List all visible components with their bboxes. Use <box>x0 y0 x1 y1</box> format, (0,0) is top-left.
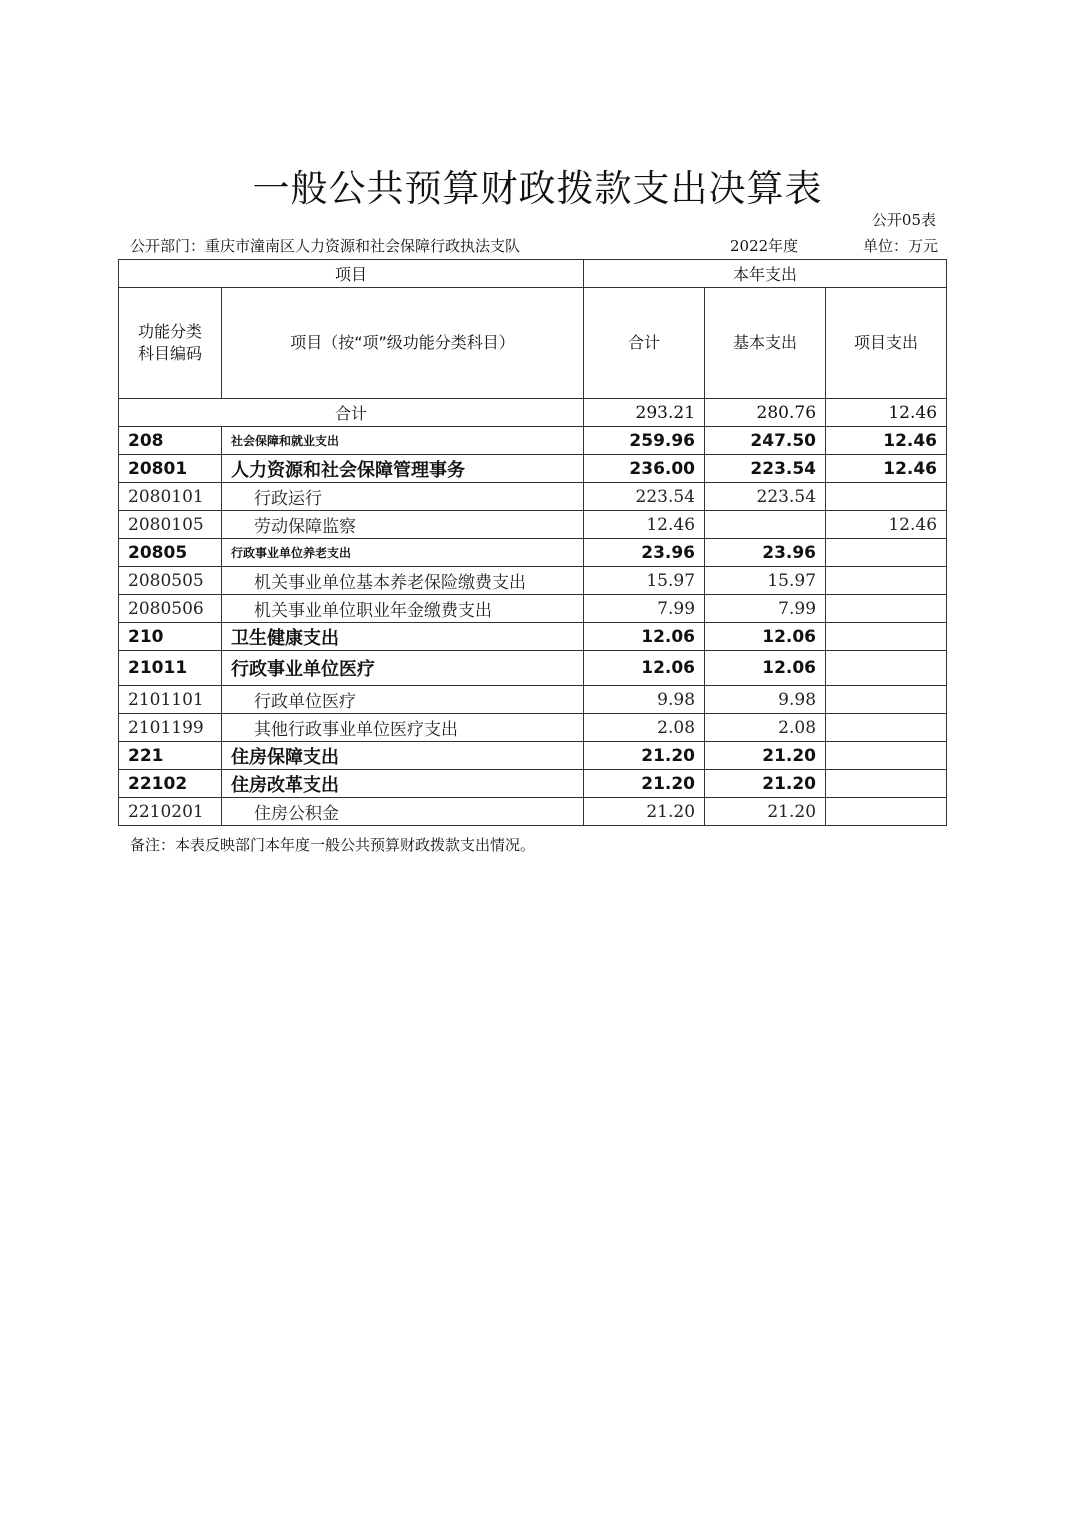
row-total: 21.20 <box>584 770 705 798</box>
row-code: 2101101 <box>119 686 222 714</box>
row-project <box>826 798 947 826</box>
row-total: 12.46 <box>584 511 705 539</box>
total-row <box>119 399 947 427</box>
row-name: 社会保障和就业支出 <box>222 427 584 455</box>
table-row <box>119 539 947 567</box>
table-row <box>119 798 947 826</box>
row-code: 210 <box>119 623 222 651</box>
table-row <box>119 714 947 742</box>
table-row <box>119 770 947 798</box>
row-name: 其他行政事业单位医疗支出 <box>222 714 584 742</box>
row-total: 7.99 <box>584 595 705 623</box>
total-project: 12.46 <box>826 399 947 427</box>
row-total: 9.98 <box>584 686 705 714</box>
row-basic: 247.50 <box>705 427 826 455</box>
table-row <box>119 686 947 714</box>
footnote: 备注：本表反映部门本年度一般公共预算财政拨款支出情况。 <box>130 836 536 854</box>
row-basic <box>705 511 826 539</box>
row-basic: 21.20 <box>705 770 826 798</box>
row-total: 236.00 <box>584 455 705 483</box>
row-name: 劳动保障监察 <box>222 511 584 539</box>
row-name: 行政运行 <box>222 483 584 511</box>
row-total: 21.20 <box>584 742 705 770</box>
table-row <box>119 651 947 686</box>
row-basic: 21.20 <box>705 742 826 770</box>
row-code: 20805 <box>119 539 222 567</box>
row-name: 人力资源和社会保障管理事务 <box>222 455 584 483</box>
total-basic: 280.76 <box>705 399 826 427</box>
table-row <box>119 455 947 483</box>
header-project-expense: 项目支出 <box>826 288 947 399</box>
row-name: 住房保障支出 <box>222 742 584 770</box>
row-project <box>826 623 947 651</box>
row-code: 2080506 <box>119 595 222 623</box>
row-project <box>826 770 947 798</box>
row-code: 2101199 <box>119 714 222 742</box>
row-code: 2080105 <box>119 511 222 539</box>
row-basic: 21.20 <box>705 798 826 826</box>
header-project: 项目 <box>119 260 584 288</box>
row-name: 卫生健康支出 <box>222 623 584 651</box>
row-project <box>826 539 947 567</box>
row-code: 20801 <box>119 455 222 483</box>
table-row <box>119 742 947 770</box>
budget-table <box>118 259 947 826</box>
row-basic: 9.98 <box>705 686 826 714</box>
row-code: 2080505 <box>119 567 222 595</box>
header-basic: 基本支出 <box>705 288 826 399</box>
row-name: 行政事业单位医疗 <box>222 651 584 686</box>
row-name: 住房公积金 <box>222 798 584 826</box>
row-basic: 12.06 <box>705 623 826 651</box>
total-label: 合计 <box>119 399 584 427</box>
department-label: 公开部门：重庆市潼南区人力资源和社会保障行政执法支队 <box>130 237 521 255</box>
row-name: 机关事业单位职业年金缴费支出 <box>222 595 584 623</box>
table-row <box>119 567 947 595</box>
unit-label: 单位：万元 <box>862 237 938 255</box>
row-basic: 12.06 <box>705 651 826 686</box>
row-basic: 2.08 <box>705 714 826 742</box>
total-sum: 293.21 <box>584 399 705 427</box>
row-total: 12.06 <box>584 623 705 651</box>
row-total: 23.96 <box>584 539 705 567</box>
row-project: 12.46 <box>826 511 947 539</box>
row-code: 2210201 <box>119 798 222 826</box>
row-total: 21.20 <box>584 798 705 826</box>
row-total: 2.08 <box>584 714 705 742</box>
table-row <box>119 427 947 455</box>
row-project <box>826 483 947 511</box>
year-label: 2022年度 <box>730 237 799 255</box>
row-total: 12.06 <box>584 651 705 686</box>
row-basic: 15.97 <box>705 567 826 595</box>
header-total: 合计 <box>584 288 705 399</box>
row-name: 住房改革支出 <box>222 770 584 798</box>
header-name: 项目（按“项”级功能分类科目） <box>222 288 584 399</box>
row-project: 12.46 <box>826 427 947 455</box>
row-project <box>826 567 947 595</box>
table-row <box>119 595 947 623</box>
row-code: 21011 <box>119 651 222 686</box>
row-project <box>826 651 947 686</box>
table-row <box>119 623 947 651</box>
row-basic: 23.96 <box>705 539 826 567</box>
row-code: 221 <box>119 742 222 770</box>
row-total: 15.97 <box>584 567 705 595</box>
row-total: 259.96 <box>584 427 705 455</box>
row-name: 行政事业单位养老支出 <box>222 539 584 567</box>
row-total: 223.54 <box>584 483 705 511</box>
table-row <box>119 483 947 511</box>
header-current-year-expense: 本年支出 <box>584 260 947 288</box>
row-basic: 223.54 <box>705 455 826 483</box>
row-code: 22102 <box>119 770 222 798</box>
row-project <box>826 742 947 770</box>
header-code: 功能分类科目编码 <box>119 288 222 399</box>
meta-line <box>130 235 938 257</box>
form-number: 公开05表 <box>871 211 936 229</box>
row-code: 2080101 <box>119 483 222 511</box>
table-row <box>119 511 947 539</box>
page-title: 一般公共预算财政拨款支出决算表 <box>252 167 823 210</box>
row-name: 机关事业单位基本养老保险缴费支出 <box>222 567 584 595</box>
row-project <box>826 714 947 742</box>
row-project <box>826 686 947 714</box>
row-project: 12.46 <box>826 455 947 483</box>
row-basic: 7.99 <box>705 595 826 623</box>
row-name: 行政单位医疗 <box>222 686 584 714</box>
row-basic: 223.54 <box>705 483 826 511</box>
row-project <box>826 595 947 623</box>
row-code: 208 <box>119 427 222 455</box>
